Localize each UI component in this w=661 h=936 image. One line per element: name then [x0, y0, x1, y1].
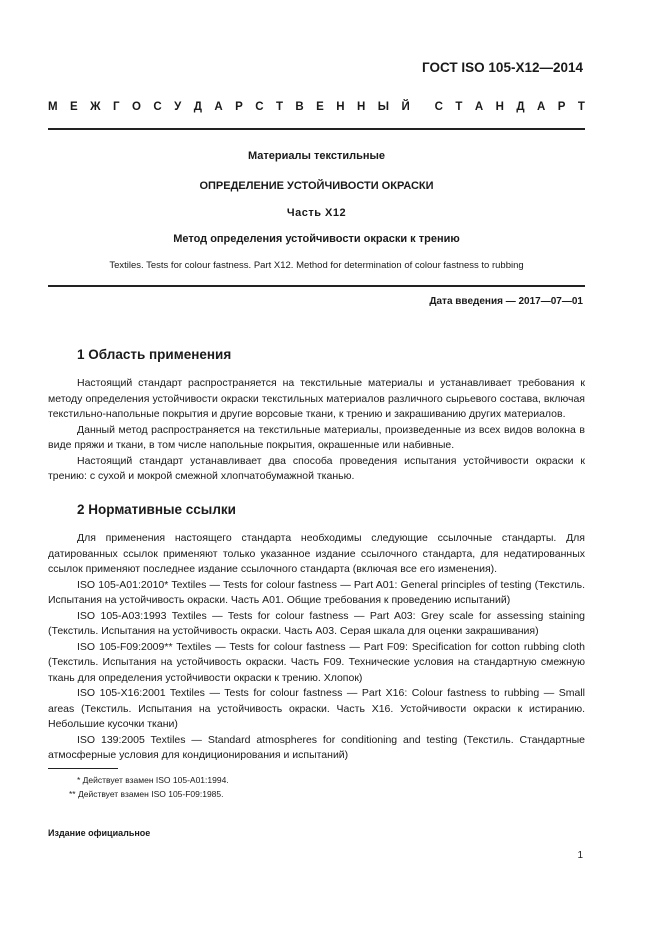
reference-item: ISO 105-A03:1993 Textiles — Tests for colour fastness — Part A03: Grey scale for assessing staining (Текстиль. Испытания на устойчивость окраски. Часть A03. Серая шкала для оценки закрашивания)	[48, 609, 585, 637]
banner-letter: М	[48, 101, 58, 113]
banner-letter: Н	[336, 101, 345, 113]
section-heading-scope: 1 Область применения	[77, 347, 232, 362]
title-method: Метод определения устойчивости окраски к трению	[173, 233, 460, 245]
banner-letter: А	[214, 101, 223, 113]
banner-letter: В	[295, 101, 304, 113]
banner-letter: Й	[401, 101, 410, 113]
banner-letter: Р	[557, 101, 566, 113]
section-body-scope	[48, 376, 585, 485]
footnote-divider	[48, 768, 118, 769]
paragraph: Настоящий стандарт распространяется на текстильные материалы и устанавливает требования к методу определения устойчивости окраски текстильных материалов различного сырьевого состава, включая текстильно-напольные покрытия и другие ворсовые ткани, к трению и закрашиванию других материалов.	[48, 377, 585, 420]
banner-letter: Н	[357, 101, 366, 113]
banner-letter: Т	[455, 101, 463, 113]
banner-letter: Е	[316, 101, 324, 113]
title-category: Материалы текстильные	[248, 150, 385, 162]
banner-letter: Ы	[377, 101, 390, 113]
banner-letter: Е	[70, 101, 78, 113]
banner-letter: Н	[495, 101, 504, 113]
footnote: ** Действует взамен ISO 105-F09:1985.	[69, 789, 224, 799]
banner-letter: Р	[235, 101, 243, 113]
banner-letter: Т	[577, 101, 585, 113]
banner-letter: Ж	[90, 101, 101, 113]
section-heading-references: 2 Нормативные ссылки	[77, 502, 236, 517]
banner-letter: С	[153, 101, 162, 113]
banner-letter: Т	[275, 101, 283, 113]
banner-letter: А	[474, 101, 484, 113]
standard-id: ГОСТ ISO 105-X12—2014	[422, 60, 583, 75]
title-part: Часть X12	[286, 207, 347, 219]
banner-letter: У	[174, 101, 182, 113]
header-divider	[48, 128, 585, 130]
banner-letter: Д	[516, 101, 525, 113]
title-main: ОПРЕДЕЛЕНИЕ УСТОЙЧИВОСТИ ОКРАСКИ	[199, 180, 434, 192]
edition-label: Издание официальное	[48, 828, 151, 838]
banner-letter: Д	[193, 101, 202, 113]
section-body-references	[48, 531, 585, 764]
reference-item: ISO 139:2005 Textiles — Standard atmospheres for conditioning and testing (Текстиль. Стандартные атмосферные условия для кондиционирования и испытаний)	[48, 733, 585, 761]
reference-item: ISO 105-A01:2010* Textiles — Tests for colour fastness — Part A01: General principles of testing (Текстиль. Испытания на устойчивость окраски. Часть A01. Общие требования к проведению испытаний)	[48, 578, 585, 606]
interstate-standard-banner	[48, 101, 585, 113]
page-number: 1	[577, 850, 583, 861]
banner-letter: С	[434, 101, 443, 113]
reference-item: ISO 105-X16:2001 Textiles — Tests for colour fastness — Part X16: Colour fastness to rubbing — Small areas (Текстиль. Испытания на устойчивость окраски. Часть X16. Устойчивости окраски к истиранию. Небольшие кусочки ткани)	[48, 687, 585, 730]
banner-letter: А	[536, 101, 546, 113]
paragraph: Для применения настоящего стандарта необходимы следующие ссылочные стандарты. Для датированных ссылок применяют только указанное издание ссылочного стандарта, для недатированных ссылок применяют последнее издание ссылочного стандарта (включая все его изменения).	[48, 532, 585, 575]
banner-letter: Г	[112, 101, 120, 113]
footnote: * Действует взамен ISO 105-A01:1994.	[77, 775, 229, 785]
banner-letter: О	[131, 101, 141, 113]
banner-letter: С	[255, 101, 264, 113]
reference-item: ISO 105-F09:2009** Textiles — Tests for colour fastness — Part F09: Specification for cotton rubbing cloth (Текстиль. Испытания на устойчивость окраски. Часть F09. Технические условия на стандартную смежную ткань для определения устойчивости окраски к трению. Хлопок)	[48, 640, 585, 684]
paragraph: Настоящий стандарт устанавливает два способа проведения испытания устойчивости окраски к трению: с сухой и мокрой смежной хлопчатобумажной тканью.	[48, 454, 585, 482]
introduction-date: Дата введения — 2017—07—01	[429, 296, 583, 307]
title-divider	[48, 285, 585, 287]
paragraph: Данный метод распространяется на текстильные материалы, произведенные из всех видов волокна в виде пряжи и ткани, в том числе напольные покрытия, окрашенные или набивные.	[48, 423, 585, 451]
title-english: Textiles. Tests for colour fastness. Part X12. Method for determination of colour fastness to rubbing	[109, 260, 524, 271]
